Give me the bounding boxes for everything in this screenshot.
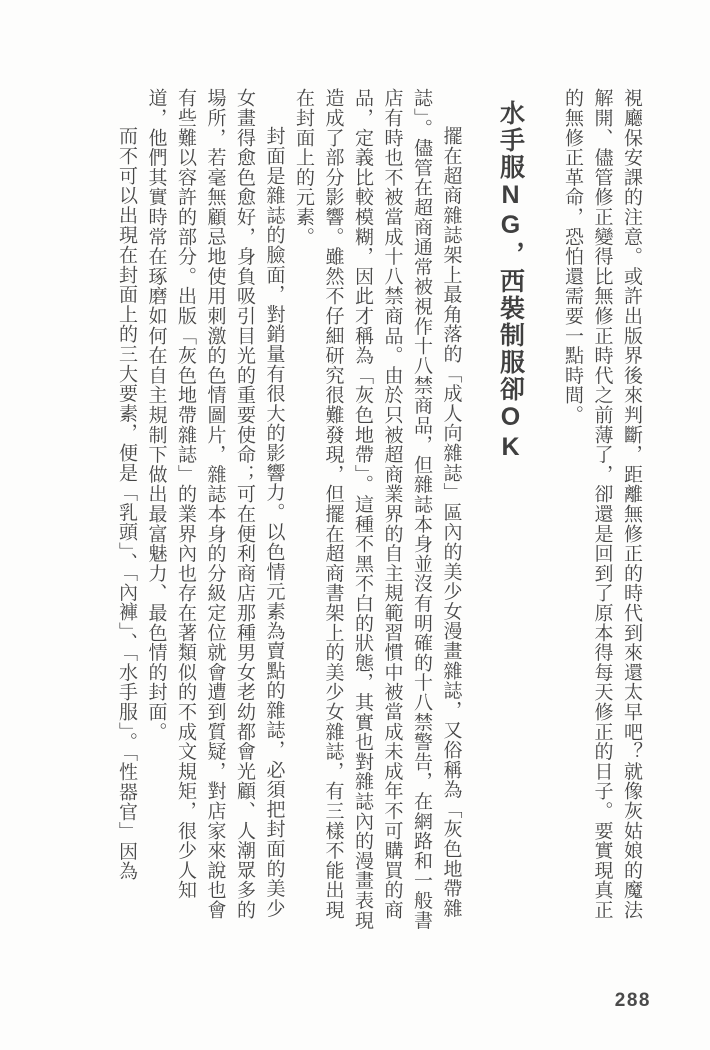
page-number: 288 (614, 990, 651, 1011)
paragraph-continuation: 視廳保安課的注意。或許出版界後來判斷，距離無修正的時代到來還太早吧？就像灰姑娘的魔法解開、儘管修正變得比無修正時代之前薄了，卻還是回到了原本得每天修正的日子。要實現真正的無修正革命，恐怕還需要一點時間。 (562, 88, 642, 920)
paragraph: 而不可以出現在封面上的三大要素，便是「乳頭」、「內褲」、「水手服」。「性器官」因為 (116, 126, 137, 881)
section-heading: 水手服NG，西裝制服卻OK (496, 100, 525, 463)
paragraph: 擺在超商雜誌架上最角落的「成人向雜誌」區內的美少女漫畫雜誌，又俗稱為「灰色地帶雜誌」。儘管在超商通常被視作十八禁商品，但雜誌本身並沒有明確的十八禁警告，在網路和一般書店有時也不被當成十八禁商品。由於只被超商業界的自主規範習慣中被當成未成年不可購買的商品，定義比較模糊，因此才稱為「灰色地帶」。這種不黑不白的狀態，其實也對雜誌內的漫畫表現造成了部分影響。雖然不仔細研究很難發現，但擺在超商書架上的美少女雜誌，有三樣不能出現在封面上的元素。 (293, 88, 462, 930)
vertical-text-block (112, 88, 647, 936)
paragraph: 封面是雜誌的臉面，對銷量有很大的影響力。以色情元素為賣點的雜誌，必須把封面的美少女畫得愈色愈好，身負吸引目光的重要使命；可在便利商店那種男女老幼都會光顧、人潮眾多的場所，若毫無顧忌地使用刺激的色情圖片，雜誌本身的分級定位就會遭到質疑，對店家來說也會有些難以容許的部分。出版「灰色地帶雜誌」的業界內也存在著類似的不成文規矩，很少人知道，他們其實時常在琢磨如何在自主規制下做出最富魅力、最色情的封面。 (145, 88, 285, 920)
